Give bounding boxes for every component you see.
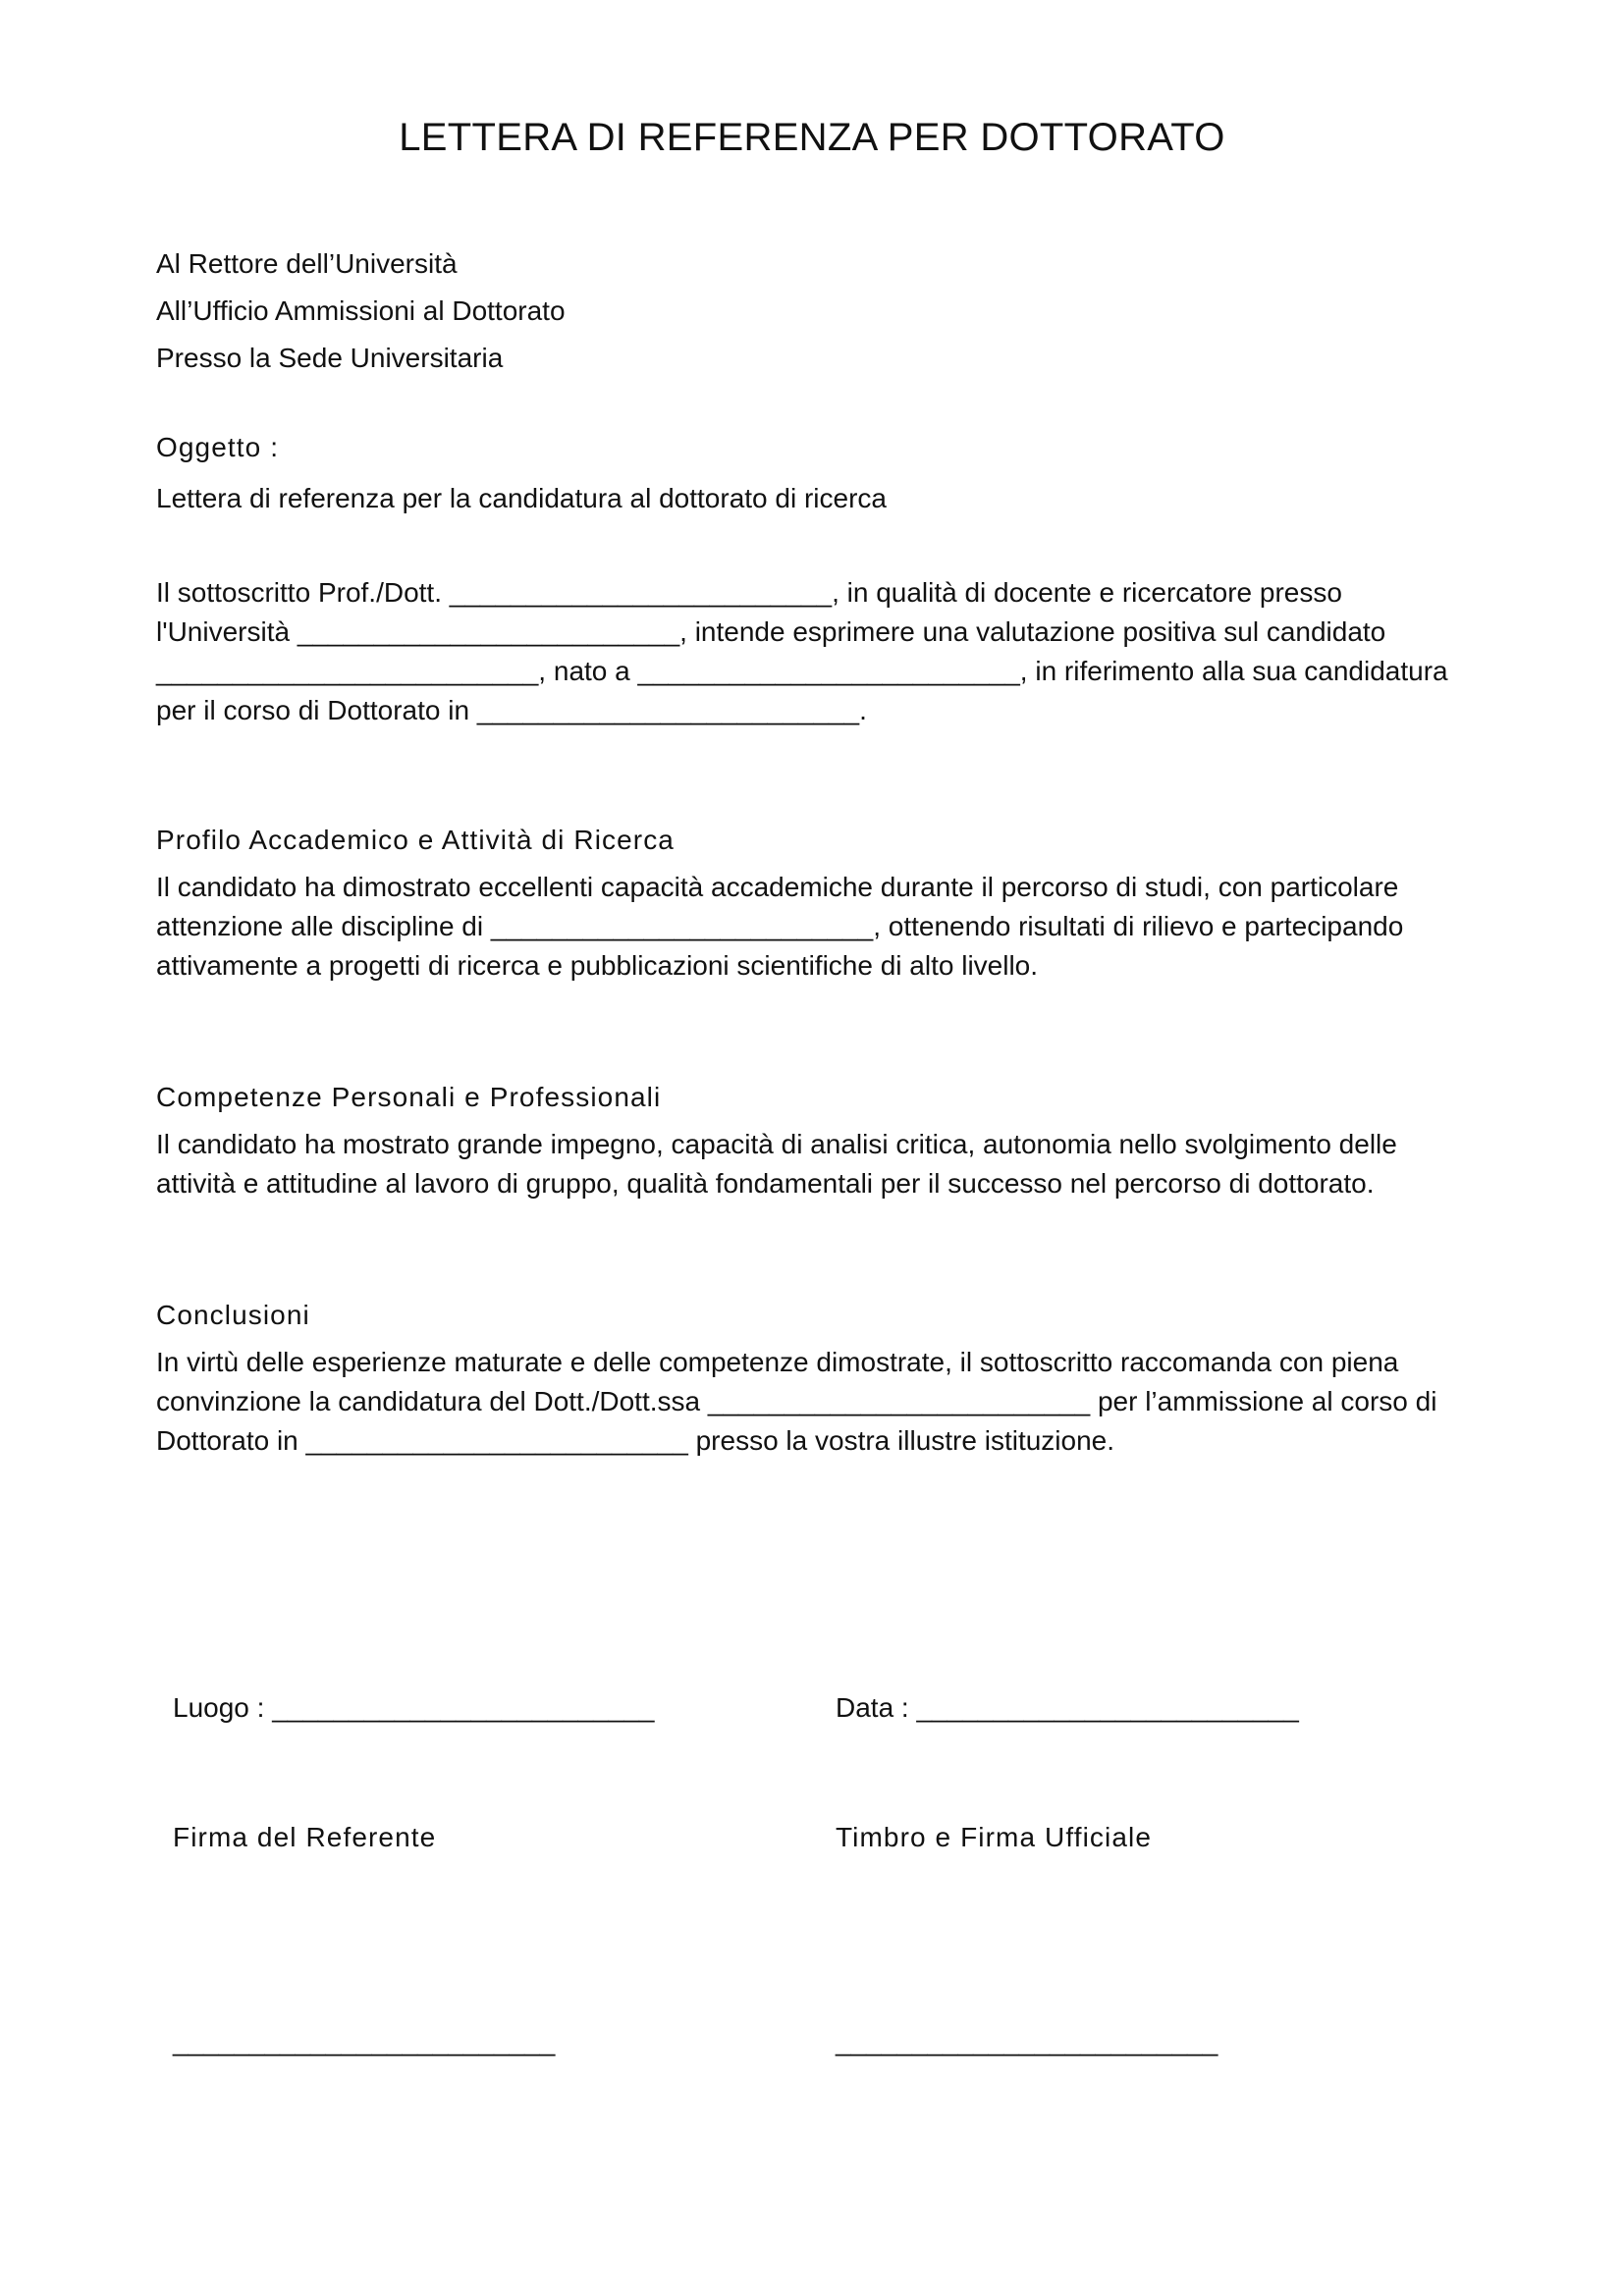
section-line: convinzione la candidatura del Dott./Dott.ssa _________________________ per l’ammissione al corso di (156, 1386, 1437, 1416)
intro-line: Il sottoscritto Prof./Dott. _________________________, in qualità di docente e ricercatore presso (156, 577, 1342, 608)
place-field[interactable]: Luogo : _________________________ (173, 1692, 655, 1723)
section-line: attenzione alle discipline di _________________________, ottenendo risultati di rilievo e partecipando (156, 911, 1404, 941)
section-line: attività e attitudine al lavoro di gruppo, qualità fondamentali per il successo nel percorso di dottorato. (156, 1168, 1375, 1199)
addressee-block (156, 240, 566, 382)
intro-line: _________________________, nato a _________________________, in riferimento alla sua candidatura (156, 656, 1448, 686)
section-heading-skills: Competenze Personali e Professionali (156, 1082, 662, 1112)
section-heading-academic: Profilo Accademico e Attività di Ricerca (156, 825, 675, 855)
official-signature-line[interactable]: _________________________ (836, 2026, 1218, 2056)
intro-paragraph (156, 573, 1448, 730)
section-heading-conclusions: Conclusioni (156, 1300, 310, 1330)
section-body-conclusions (156, 1343, 1436, 1461)
intro-line: l'Università _________________________, intende esprimere una valutazione positiva sul candidato (156, 616, 1386, 647)
addressee-line: All’Ufficio Ammissioni al Dottorato (156, 295, 566, 326)
section-line: attivamente a progetti di ricerca e pubblicazioni scientifiche di alto livello. (156, 950, 1039, 981)
official-stamp-label: Timbro e Firma Ufficiale (836, 1822, 1153, 1852)
subject-text: Lettera di referenza per la candidatura al dottorato di ricerca (156, 483, 887, 513)
section-body-skills (156, 1125, 1397, 1203)
intro-line: per il corso di Dottorato in _________________________. (156, 695, 867, 725)
section-line: Il candidato ha dimostrato eccellenti capacità accademiche durante il percorso di studi, con particolare (156, 872, 1399, 902)
section-line: Il candidato ha mostrato grande impegno, capacità di analisi critica, autonomia nello svolgimento delle (156, 1129, 1397, 1159)
addressee-line: Al Rettore dell’Università (156, 248, 458, 279)
addressee-line: Presso la Sede Universitaria (156, 343, 504, 373)
subject-label: Oggetto : (156, 432, 280, 462)
referee-signature-line[interactable]: _________________________ (173, 2026, 556, 2056)
section-line: Dottorato in _________________________ presso la vostra illustre istituzione. (156, 1425, 1115, 1456)
section-body-academic (156, 868, 1403, 986)
date-field[interactable]: Data : _________________________ (836, 1692, 1299, 1723)
section-line: In virtù delle esperienze maturate e delle competenze dimostrate, il sottoscritto raccomanda con piena (156, 1347, 1399, 1377)
referee-signature-label: Firma del Referente (173, 1822, 437, 1852)
document-title: LETTERA DI REFERENZA PER DOTTORATO (399, 116, 1225, 159)
